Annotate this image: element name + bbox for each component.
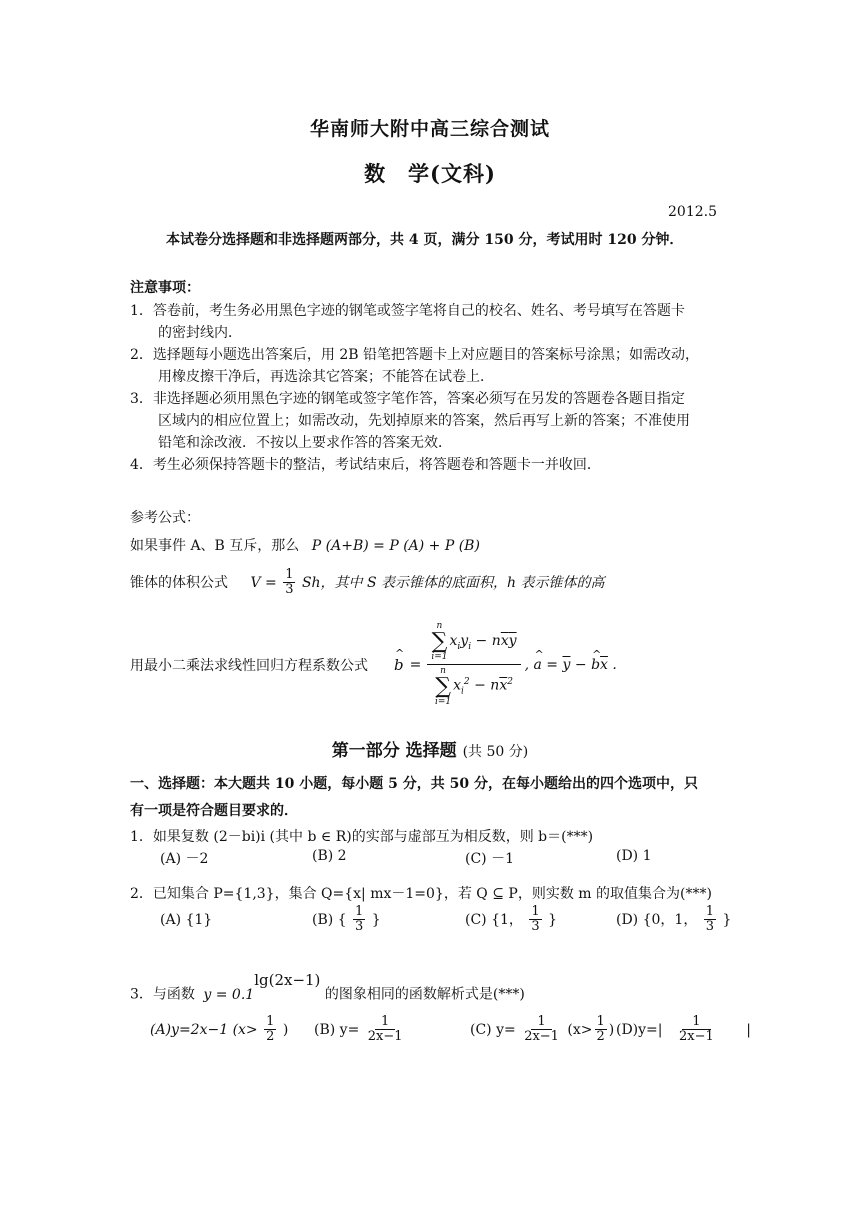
regression-formula: ^ b = n ∑ i=1 $x_iy_i - n\overline{x}\overline{y}$ n ∑ i=1 $x_i^2 - n\overline{x}^2$ , ^ $a = \overline{y}$ − ^ $b\overline{x}$ .	[394, 622, 617, 707]
part1-title: 第一部分 选择题	[331, 741, 457, 761]
fraction-numerator: 1	[285, 567, 294, 582]
note-text-cont: 用橡皮擦干净后，再选涂其它答案；不能答在试卷上．	[158, 369, 494, 385]
question-2-option-c[interactable]: (C) {1， $\frac{1}{3}$ }	[465, 904, 557, 935]
note-number: 4．	[130, 457, 153, 473]
note-item	[130, 344, 740, 388]
regression-fraction: n ∑ i=1 $x_iy_i - n\overline{x}\overline{y}$ n ∑ i=1 $x_i^2 - n\overline{x}^2$	[427, 622, 520, 707]
stem-function: y = 0.1	[203, 986, 255, 1003]
note-text: 选择题每小题选出答案后，用 2B 铅笔把答题卡上对应题目的答案标号涂黑；如需改动，	[152, 347, 700, 363]
stem-suffix: 的图象相同的函数解析式是(***)	[324, 986, 525, 1003]
note-item	[130, 454, 740, 476]
formula-label: 锥体的体积公式	[130, 574, 228, 591]
school-title: 华南师大附中高三综合测试	[309, 118, 550, 140]
note-text-cont: 区域内的相应位置上；如需改动，先划掉原来的答案，然后再写上新的答案；不准使用	[158, 413, 690, 429]
part1-instructions-line2: 有一项是符合题目要求的．	[130, 803, 298, 819]
option-text: (B) {	[312, 911, 347, 928]
notes-list	[130, 300, 740, 476]
subject-title: 数 学(文科)	[364, 161, 496, 186]
note-number: 3．	[130, 391, 153, 407]
part1-score: (共 50 分)	[462, 744, 529, 760]
part1-heading	[0, 736, 860, 761]
question-2-option-d[interactable]: (D) {0，1， $\frac{1}{3}$ }	[616, 904, 732, 935]
b-hat: ^ b	[394, 656, 404, 674]
question-2-option-a[interactable]: (A) {1}	[160, 912, 213, 928]
note-text: 答卷前，考生务必用黑色字迹的钢笔或签字笔将自己的校名、姓名、考号填写在答题卡	[152, 303, 685, 319]
stem-exponent: lg(2x−1)	[254, 971, 321, 989]
note-text-cont: 的密封线内．	[158, 325, 242, 341]
question-3-stem	[130, 971, 525, 1005]
note-item	[130, 388, 740, 454]
note-text: 非选择题必须用黑色字迹的钢笔或签字笔作答，答案必须写在另发的答题卷各题目指定	[152, 391, 685, 407]
formulas-heading: 参考公式：	[130, 510, 200, 526]
option-text: (C) {1，	[465, 911, 523, 928]
note-number: 2．	[130, 347, 153, 363]
formula-lhs: V =	[250, 574, 277, 591]
part1-instructions-line1: 一、选择题：本大题共 10 小题，每小题 5 分，共 50 分，在每小题给出的四个选项中，只	[130, 776, 698, 792]
question-1-option-a[interactable]: (A) －2	[160, 851, 209, 867]
notes-heading: 注意事项：	[130, 280, 200, 296]
stem-prefix: 3．与函数	[130, 986, 195, 1003]
formula-cone-volume	[130, 568, 605, 598]
exam-intro: 本试卷分选择题和非选择题两部分，共 4 页，满分 150 分，考试用时 120 分钟．	[166, 232, 684, 248]
note-text: 考生必须保持答题卡的整洁，考试结束后，将答题卷和答题卡一并收回．	[152, 457, 601, 473]
note-number: 1．	[130, 303, 153, 319]
note-text-cont: 铅笔和涂改液．不按以上要求作答的答案无效．	[158, 435, 452, 451]
question-3-option-c[interactable]: (C) y= $\frac{1}{2x-1}$ (x> $\frac{1}{2}$ )	[470, 1014, 615, 1045]
question-2-stem: 2．已知集合 P={1,3}，集合 Q={x| mx－1=0}，若 Q ⊆ P，则实数 m 的取值集合为(***)	[130, 886, 712, 902]
exam-date: 2012.5	[668, 204, 717, 220]
note-item	[130, 300, 740, 344]
option-text: (B) y=	[314, 1021, 360, 1038]
question-1-option-c[interactable]: (C) －1	[465, 851, 514, 867]
formula-expression: P (A+B) = P (A) + P (B)	[311, 538, 480, 554]
formula-regression-label: 用最小二乘法求线性回归方程系数公式	[130, 658, 368, 674]
question-3-option-d[interactable]: (D)y=| $\frac{1}{2x-1}$ |	[616, 1014, 751, 1045]
question-1-stem: 1．如果复数 (2－bi)i (其中 b ∈ R)的实部与虚部互为相反数，则 b＝(***)	[130, 829, 594, 845]
fraction-one-third	[283, 568, 295, 598]
formula-label: 如果事件 A、B 互斥，那么	[130, 538, 300, 554]
fraction-denominator: 3	[285, 582, 294, 598]
question-2-option-b[interactable]: (B) { $\frac{1}{3}$ }	[312, 904, 381, 935]
formula-mutually-exclusive	[130, 536, 480, 556]
formula-rest: Sh，其中 S 表示锥体的底面积，h 表示锥体的高	[301, 574, 605, 591]
question-3-option-b[interactable]: (B) y= $\frac{1}{2x-1}$	[314, 1014, 403, 1045]
question-1-option-b[interactable]: (B) 2	[312, 848, 347, 864]
question-3-option-a[interactable]: (A)y=2x−1 (x> $\frac{1}{2}$ )	[150, 1014, 289, 1045]
option-text: (D)y=|	[616, 1021, 663, 1038]
option-text: (D) {0，1，	[616, 911, 698, 928]
option-text: (C) y=	[470, 1021, 516, 1038]
question-1-option-d[interactable]: (D) 1	[616, 848, 652, 864]
option-text: (A)y=2x−1 (x>	[150, 1021, 258, 1038]
